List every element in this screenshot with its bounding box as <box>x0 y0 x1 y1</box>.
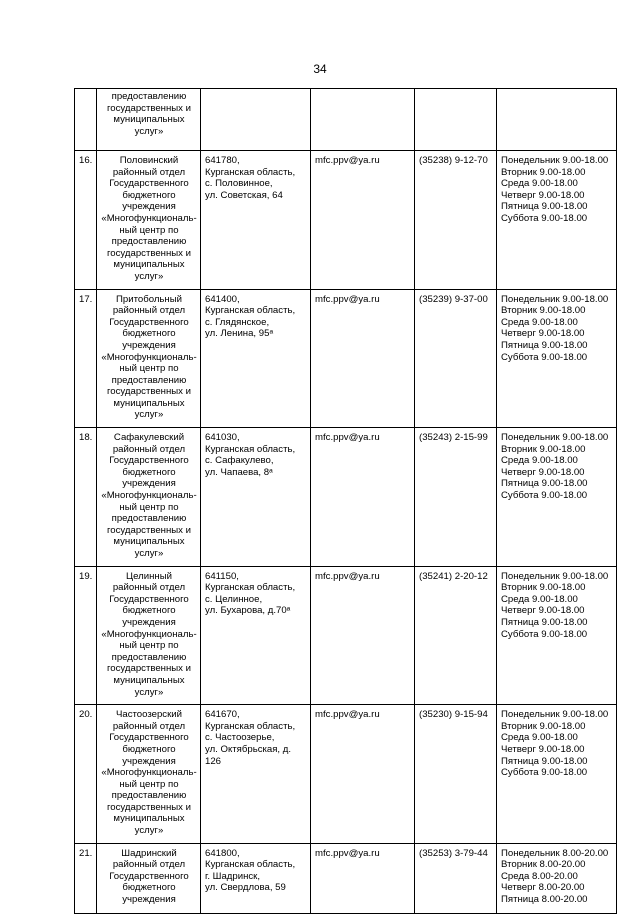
address-line: ул. Чапаева, 8ᵃ <box>205 466 273 478</box>
cell-phone <box>415 89 497 151</box>
table-row <box>75 428 617 567</box>
name-line: государственных и <box>107 663 191 675</box>
hours-line: Среда 9.00-18.00 <box>501 593 578 605</box>
hours-line: Понедельник 9.00-18.00 <box>501 570 609 582</box>
hours-line: Вторник 8.00-20.00 <box>501 859 586 871</box>
hours-line: Четверг 9.00-18.00 <box>501 605 585 617</box>
name-line: учреждения <box>122 894 176 906</box>
name-line: «Многофункциональ- <box>101 490 197 502</box>
hours-line: Среда 8.00-20.00 <box>501 870 578 882</box>
hours-line: Четверг 9.00-18.00 <box>501 743 585 755</box>
address-line: ул. Свердлова, 59 <box>205 882 286 894</box>
cell-email: mfc.ppv@ya.ru <box>311 289 415 428</box>
name-line: учреждения <box>122 339 176 351</box>
cell-address <box>201 705 311 844</box>
cell-name <box>97 843 201 913</box>
hours-line: Четверг 9.00-18.00 <box>501 189 585 201</box>
address-line: 641150, <box>205 570 239 582</box>
name-line: предоставлению <box>111 513 187 525</box>
address-line: с. Глядянское, <box>205 316 270 328</box>
hours-line: Среда 9.00-18.00 <box>501 316 578 328</box>
name-line: муниципальных <box>113 397 185 409</box>
hours-line: Пятница 9.00-18.00 <box>501 201 588 213</box>
cell-phone: (35239) 9-37-00 <box>415 289 497 428</box>
hours-line: Пятница 9.00-18.00 <box>501 339 588 351</box>
hours-line: Вторник 9.00-18.00 <box>501 305 586 317</box>
cell-name <box>97 151 201 290</box>
name-line: ный центр по <box>119 778 179 790</box>
hours-line: Среда 9.00-18.00 <box>501 455 578 467</box>
cell-email: mfc.ppv@ya.ru <box>311 566 415 705</box>
hours-line: Среда 9.00-18.00 <box>501 178 578 190</box>
name-line: бюджетного <box>122 189 176 201</box>
hours-line: Вторник 9.00-18.00 <box>501 720 586 732</box>
hours-line: Четверг 8.00-20.00 <box>501 882 585 894</box>
name-line: бюджетного <box>122 328 176 340</box>
hours-line: Четверг 9.00-18.00 <box>501 328 585 340</box>
address-line: с. Половинное, <box>205 178 273 190</box>
address-line: Курганская область, <box>205 305 296 317</box>
table-row <box>75 705 617 844</box>
hours-line: Понедельник 8.00-20.00 <box>501 847 609 859</box>
cell-hours <box>497 843 617 913</box>
name-line: Государственного <box>109 593 189 605</box>
name-line: предоставлению <box>111 790 187 802</box>
address-line: ул. Советская, 64 <box>205 189 283 201</box>
name-line: учреждения <box>122 755 176 767</box>
name-line: учреждения <box>122 478 176 490</box>
table-row <box>75 289 617 428</box>
cell-address <box>201 89 311 151</box>
address-line: с. Частоозерье, <box>205 732 275 744</box>
cell-address <box>201 151 311 290</box>
name-line: «Многофункциональ- <box>101 212 197 224</box>
address-line: г. Шадринск, <box>205 870 261 882</box>
table-row <box>75 566 617 705</box>
hours-line: Суббота 9.00-18.00 <box>501 628 588 640</box>
cell-address <box>201 289 311 428</box>
hours-line: Вторник 9.00-18.00 <box>501 582 586 594</box>
table-row <box>75 151 617 290</box>
hours-line: Пятница 9.00-18.00 <box>501 478 588 490</box>
cell-phone: (35253) 3-79-44 <box>415 843 497 913</box>
name-line: ный центр по <box>119 640 179 652</box>
cell-hours <box>497 289 617 428</box>
address-line: с. Целинное, <box>205 593 263 605</box>
address-line: 641670, <box>205 709 240 721</box>
address-line: 641800, <box>205 847 240 859</box>
cell-email: mfc.ppv@ya.ru <box>311 151 415 290</box>
address-line: Курганская область, <box>205 582 296 594</box>
cell-address <box>201 428 311 567</box>
cell-name <box>97 428 201 567</box>
address-line: ул. Ленина, 95ᵃ <box>205 328 274 340</box>
hours-line: Понедельник 9.00-18.00 <box>501 709 609 721</box>
name-line: услуг» <box>134 825 164 837</box>
name-line: услуг» <box>134 125 164 137</box>
name-line: муниципальных <box>113 536 185 548</box>
name-line: Государственного <box>109 732 189 744</box>
name-line: муниципальных <box>113 114 185 126</box>
name-line: районный отдел <box>112 582 186 594</box>
name-line: «Многофункциональ- <box>101 767 197 779</box>
name-line: учреждения <box>122 616 176 628</box>
cell-email: mfc.ppv@ya.ru <box>311 705 415 844</box>
name-line: «Многофункциональ- <box>101 351 197 363</box>
hours-line: Суббота 9.00-18.00 <box>501 767 588 779</box>
name-line: Государственного <box>109 455 189 467</box>
name-line: государственных и <box>107 386 191 398</box>
hours-line: Пятница 9.00-18.00 <box>501 755 588 767</box>
cell-phone: (35243) 2-15-99 <box>415 428 497 567</box>
hours-line: Понедельник 9.00-18.00 <box>501 432 609 444</box>
name-line: услуг» <box>134 270 164 282</box>
name-line: государственных и <box>107 102 191 114</box>
address-line: 126 <box>205 755 222 767</box>
cell-number <box>75 89 97 151</box>
name-line: районный отдел <box>112 305 186 317</box>
cell-hours <box>497 151 617 290</box>
name-line: районный отдел <box>112 859 186 871</box>
name-line: муниципальных <box>113 259 185 271</box>
cell-name <box>97 89 201 151</box>
hours-line: Пятница 8.00-20.00 <box>501 894 588 906</box>
mfc-offices-table <box>74 88 617 914</box>
name-line: ный центр по <box>119 224 179 236</box>
cell-phone: (35241) 2-20-12 <box>415 566 497 705</box>
name-line: Государственного <box>109 316 189 328</box>
name-line: Половинский <box>119 155 179 166</box>
cell-address <box>201 843 311 913</box>
address-line: 641030, <box>205 432 240 444</box>
name-line: услуг» <box>134 686 164 698</box>
page-number: 34 <box>313 62 327 76</box>
name-line: муниципальных <box>113 674 185 686</box>
cell-number: 20. <box>75 705 97 844</box>
name-line: бюджетного <box>122 466 176 478</box>
name-line: Частоозерский <box>115 709 183 721</box>
address-line: с. Сафакулево, <box>205 455 274 467</box>
address-line: Курганская область, <box>205 166 296 178</box>
address-line: ул. Октябрьская, д. <box>205 743 292 755</box>
name-line: Государственного <box>109 870 189 882</box>
cell-email: mfc.ppv@ya.ru <box>311 843 415 913</box>
hours-line: Вторник 9.00-18.00 <box>501 166 586 178</box>
name-line: бюджетного <box>122 743 176 755</box>
name-line: предоставлению <box>111 651 187 663</box>
hours-line: Четверг 9.00-18.00 <box>501 466 585 478</box>
name-line: Государственного <box>109 178 189 190</box>
name-line: Целинный <box>126 570 172 582</box>
name-line: Притобольный <box>116 293 182 305</box>
cell-hours <box>497 566 617 705</box>
name-line: районный отдел <box>112 443 186 455</box>
name-line: ный центр по <box>119 501 179 513</box>
cell-number: 17. <box>75 289 97 428</box>
address-line: Курганская область, <box>205 443 296 455</box>
cell-hours <box>497 89 617 151</box>
name-line: государственных и <box>107 524 191 536</box>
address-line: Курганская область, <box>205 859 296 871</box>
cell-number: 19. <box>75 566 97 705</box>
hours-line: Понедельник 9.00-18.00 <box>501 155 609 166</box>
name-line: бюджетного <box>122 882 176 894</box>
name-line: районный отдел <box>112 166 186 178</box>
name-line: учреждения <box>122 201 176 213</box>
name-line: государственных и <box>107 801 191 813</box>
cell-name <box>97 705 201 844</box>
address-line: 641400, <box>205 293 240 305</box>
table-body <box>75 89 617 914</box>
table-row-continuation <box>75 89 617 151</box>
address-line: ул. Бухарова, д.70ᵃ <box>205 605 291 617</box>
cell-hours <box>497 428 617 567</box>
name-line: государственных и <box>107 247 191 259</box>
cell-email: mfc.ppv@ya.ru <box>311 428 415 567</box>
cell-number: 21. <box>75 843 97 913</box>
name-line: Сафакулевский <box>113 432 185 444</box>
hours-line: Среда 9.00-18.00 <box>501 732 578 744</box>
cell-email <box>311 89 415 151</box>
hours-line: Суббота 9.00-18.00 <box>501 490 588 502</box>
hours-line: Суббота 9.00-18.00 <box>501 351 588 363</box>
name-line: предоставлению <box>111 374 187 386</box>
cell-number: 18. <box>75 428 97 567</box>
cell-phone: (35230) 9-15-94 <box>415 705 497 844</box>
name-line: услуг» <box>134 548 164 559</box>
name-line: бюджетного <box>122 605 176 617</box>
hours-line: Понедельник 9.00-18.00 <box>501 293 609 305</box>
hours-line: Пятница 9.00-18.00 <box>501 616 588 628</box>
cell-address <box>201 566 311 705</box>
address-line: Курганская область, <box>205 720 296 732</box>
cell-hours <box>497 705 617 844</box>
cell-name <box>97 566 201 705</box>
name-line: районный отдел <box>112 720 186 732</box>
cell-number: 16. <box>75 151 97 290</box>
name-line: услуг» <box>134 409 164 421</box>
name-line: ный центр по <box>119 363 179 375</box>
hours-line: Вторник 9.00-18.00 <box>501 443 586 455</box>
name-line: предоставлению <box>111 236 187 248</box>
name-line: муниципальных <box>113 813 185 825</box>
table-row <box>75 843 617 913</box>
name-line: «Многофункциональ- <box>101 628 197 640</box>
cell-phone: (35238) 9-12-70 <box>415 151 497 290</box>
hours-line: Суббота 9.00-18.00 <box>501 212 588 224</box>
address-line: 641780, <box>205 155 240 166</box>
name-line: Шадринский <box>121 847 177 859</box>
name-line: предоставлению <box>111 91 187 102</box>
cell-name <box>97 289 201 428</box>
